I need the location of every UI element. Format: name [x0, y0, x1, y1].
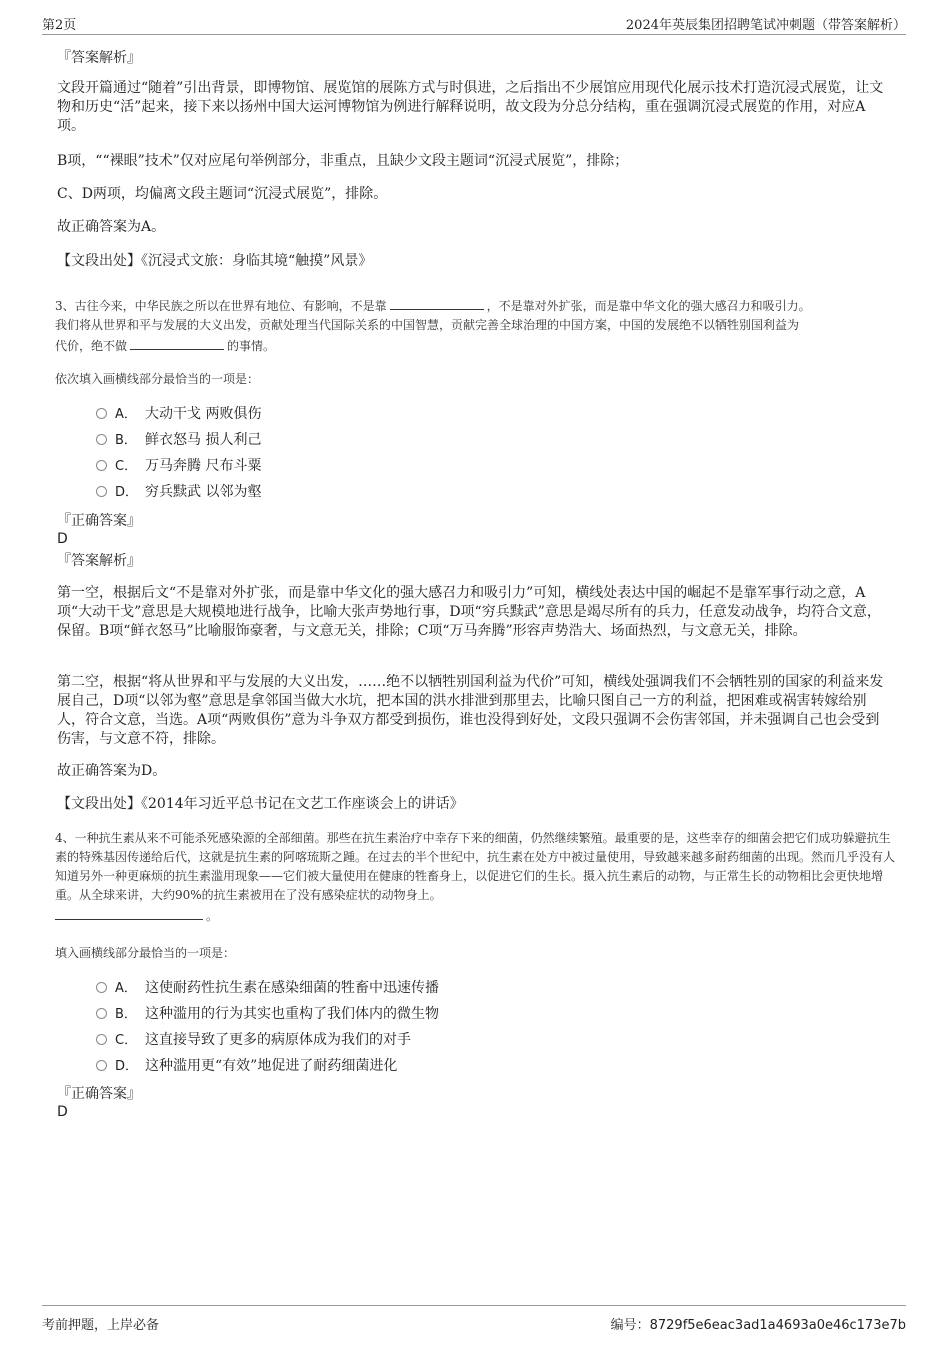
q3-option-b[interactable]: B． 鲜衣怒马 损人利己: [96, 431, 261, 450]
q4-stem: 4、一种抗生素从来不可能杀死感染源的全部细菌。那些在抗生素治疗中幸存下来的细菌，仍然继续繁殖。最重要的是，这些幸存的细菌会把它们成功躲避抗生素的特殊基因传递给后代，这就是抗生素的阿喀琉斯之踵。在过去的半个世纪中，抗生素在处方中被过量使用，导致越来越多耐药细菌的出现。然而几乎没有人知道另外一种更麻烦的抗生素滥用现象——它们被大量使用在健康的牲畜身上，以促进它们的生长。摄入抗生素后的动物，与正常生长的动物相比会更快地增重。从全球来讲，大约90%的抗生素被用在了没有感染症状的动物身上。 。: [55, 831, 896, 923]
q3-correct-label: 『正确答案』: [57, 513, 141, 529]
page-header: [42, 14, 906, 35]
radio-icon[interactable]: [96, 1008, 107, 1019]
radio-icon[interactable]: [96, 460, 107, 471]
document-title: 2024年英辰集团招聘笔试冲刺题（带答案解析）: [625, 18, 906, 33]
q4-prompt: 填入画横线部分最恰当的一项是：: [55, 946, 236, 960]
radio-icon[interactable]: [96, 408, 107, 419]
q4-option-c[interactable]: C． 这直接导致了更多的病原体成为我们的对手: [96, 1031, 411, 1050]
q2-conclusion: 故正确答案为A。: [57, 219, 166, 235]
q2-analysis-p2: B项，““裸眼”技术”仅对应尾句举例部分，非重点，且缺少文段主题词“沉浸式展览”，排除；: [57, 153, 629, 169]
q2-source: 【文段出处】《沉浸式文旅：身临其境“触摸”风景》: [57, 253, 373, 269]
q3-source: 【文段出处】《2014年习近平总书记在文艺工作座谈会上的讲话》: [57, 796, 464, 812]
q2-analysis-p1: 文段开篇通过“随着”引出背景，即博物馆、展览馆的展陈方式与时俱进，之后指出不少展馆应用现代化展示技术打造沉浸式展览，让文物和历史“活”起来，接下来以扬州中国大运河博物馆为例进行解释说明，故文段为分总分结构，重在强调沉浸式展览的作用，对应A项。: [57, 80, 884, 134]
q4-correct-label: 『正确答案』: [57, 1086, 141, 1102]
q4-option-a[interactable]: A． 这使耐药性抗生素在感染细菌的牲畜中迅速传播: [96, 979, 439, 998]
q3-option-a[interactable]: A． 大动干戈 两败俱伤: [96, 405, 261, 424]
radio-icon[interactable]: [96, 1060, 107, 1071]
radio-icon[interactable]: [96, 982, 107, 993]
radio-icon[interactable]: [96, 1034, 107, 1045]
page-footer: [42, 1305, 906, 1333]
q4-answer: D: [57, 1104, 68, 1120]
page-number: 第2页: [42, 18, 77, 33]
q2-analysis-p3: C、D两项，均偏离文段主题词“沉浸式展览”，排除。: [57, 186, 388, 202]
answer-blank: [55, 905, 203, 920]
q3-analysis-label: 『答案解析』: [57, 553, 141, 569]
q4-option-d[interactable]: D． 这种滥用更“有效”地促进了耐药细菌进化: [96, 1057, 397, 1076]
document-code: 编号：8729f5e6eac3ad1a4693a0e46c173e7b: [610, 1318, 906, 1333]
q3-analysis-p1: 第一空，根据后文“不是靠对外扩张，而是靠中华文化的强大感召力和吸引力”可知，横线处表达中国的崛起不是靠军事行动之意，A项“大动干戈”意思是大规模地进行战争，比喻大张声势地行事，D项“穷兵黩武”意思是竭尽所有的兵力，任意发动战争，均符合文意，保留。B项“鲜衣怒马”比喻服饰豪奢，与文意无关，排除；C项“万马奔腾”形容声势浩大、场面热烈，与文意无关，排除。: [57, 585, 881, 639]
q2-analysis-label: 『答案解析』: [57, 50, 141, 66]
answer-blank: [130, 335, 224, 350]
q3-stem: 3、古往今来，中华民族之所以在世界有地位、有影响，不是靠 ，不是靠对外扩张，而是靠中华文化的强大感召力和吸引力。 我们将从世界和平与发展的大义出发，贡献处理当代国际关系的中国智慧，贡献完善全球治理的中国方案，中国的发展绝不以牺牲别国利益为 代价，绝不做 的事情。: [55, 295, 900, 356]
q3-answer: D: [57, 531, 68, 547]
footer-slogan: 考前押题，上岸必备: [42, 1318, 160, 1333]
q4-option-b[interactable]: B． 这种滥用的行为其实也重构了我们体内的微生物: [96, 1005, 439, 1024]
q3-option-d[interactable]: D． 穷兵黩武 以邻为壑: [96, 483, 261, 502]
answer-blank: [390, 295, 484, 310]
q3-prompt: 依次填入画横线部分最恰当的一项是：: [55, 372, 260, 386]
q3-option-c[interactable]: C． 万马奔腾 尺布斗粟: [96, 457, 261, 476]
radio-icon[interactable]: [96, 486, 107, 497]
radio-icon[interactable]: [96, 434, 107, 445]
q3-conclusion: 故正确答案为D。: [57, 763, 167, 779]
q3-analysis-p2: 第二空，根据“将从世界和平与发展的大义出发，……绝不以牺牲别国利益为代价”可知，横线处强调我们不会牺牲别的国家的利益来发展自己，D项“以邻为壑”意思是拿邻国当做大水坑，把本国的洪水排泄到那里去，比喻只图自己一方的利益，把困难或祸害转嫁给别人，符合文意，当选。A项“两败俱伤”意为斗争双方都受到损伤，谁也没得到好处，文段只强调不会伤害邻国，并未强调自己也会受到伤害，与文意不符，排除。: [57, 674, 884, 747]
